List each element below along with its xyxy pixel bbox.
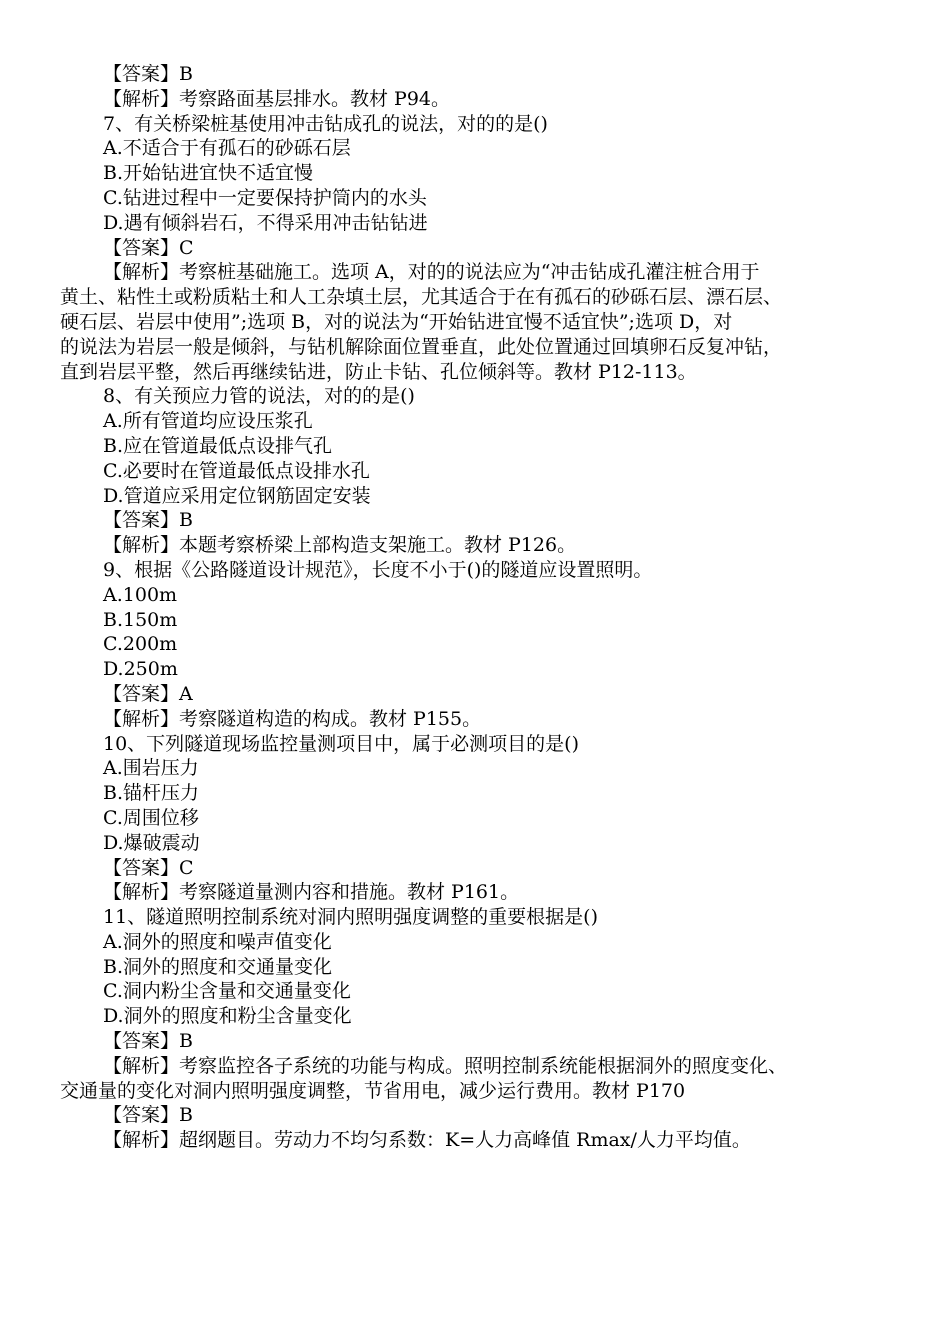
text-line: 黄土、粘性土或粉质粘土和人工杂填土层，尤其适合于在有孤石的砂砾石层、漂石层、 bbox=[60, 286, 783, 309]
text-line: A.所有管道均应设压浆孔 bbox=[103, 410, 313, 433]
text-line: 11、隧道照明控制系统对洞内照明强度调整的重要根据是() bbox=[103, 906, 599, 929]
text-line: D.管道应采用定位钢筋固定安装 bbox=[103, 484, 371, 507]
text-line: 【解析】考察桩基础施工。选项 A，对的的说法应为“冲击钻成孔灌注桩合用于 bbox=[103, 261, 760, 284]
text-line: A.100m bbox=[103, 583, 178, 606]
text-line: B.锚杆压力 bbox=[103, 782, 200, 805]
text-line: 的说法为岩层一般是倾斜，与钻机解除面位置垂直，此处位置通过回填卵石反复冲钻， bbox=[60, 335, 783, 358]
text-line: B.洞外的照度和交通量变化 bbox=[103, 955, 333, 978]
text-line: B.开始钻进宜快不适宜慢 bbox=[103, 162, 314, 185]
text-line: 【解析】考察监控各子系统的功能与构成。照明控制系统能根据洞外的照度变化、 bbox=[103, 1054, 788, 1077]
text-line: C.必要时在管道最低点设排水孔 bbox=[103, 459, 370, 482]
text-line: A.洞外的照度和噪声值变化 bbox=[103, 930, 332, 953]
text-line: 8、有关预应力管的说法，对的的是() bbox=[103, 385, 415, 408]
text-line: B.应在管道最低点设排气孔 bbox=[103, 434, 333, 457]
text-line: 直到岩层平整，然后再继续钻进，防止卡钻、孔位倾斜等。教材 P12-113。 bbox=[60, 360, 697, 383]
text-line: 【解析】考察隧道构造的构成。教材 P155。 bbox=[103, 707, 482, 730]
text-line: A.不适合于有孤石的砂砾石层 bbox=[103, 137, 351, 160]
text-line: 【答案】A bbox=[103, 682, 193, 705]
text-line: C.200m bbox=[103, 633, 178, 656]
text-line: D.遇有倾斜岩石，不得采用冲击钻钻进 bbox=[103, 211, 428, 234]
text-line: 【答案】B bbox=[103, 509, 193, 532]
text-line: B.150m bbox=[103, 608, 178, 631]
text-line: 7、有关桥梁桩基使用冲击钻成孔的说法，对的的是() bbox=[103, 112, 548, 135]
text-line: D.250m bbox=[103, 658, 178, 681]
text-line: 【解析】本题考察桥梁上部构造支架施工。教材 P126。 bbox=[103, 534, 577, 557]
text-line: 【答案】B bbox=[103, 63, 193, 85]
text-line: 10、下列隧道现场监控量测项目中，属于必测项目的是() bbox=[103, 732, 580, 755]
text-line: 【答案】C bbox=[103, 236, 194, 259]
text-line: 9、根据《公路隧道设计规范》，长度不小于()的隧道应设置照明。 bbox=[103, 558, 653, 581]
text-line: D.爆破震动 bbox=[103, 831, 200, 854]
text-line: 交通量的变化对洞内照明强度调整，节省用电，减少运行费用。教材 P170 bbox=[60, 1079, 686, 1102]
text-line: 【解析】考察隧道量测内容和措施。教材 P161。 bbox=[103, 881, 520, 904]
text-line: 【答案】B bbox=[103, 1104, 193, 1127]
text-line: 硬石层、岩层中使用”;选项 B，对的说法为“开始钻进宜慢不适宜快”;选项 D，对 bbox=[60, 310, 733, 333]
text-line: C.周围位移 bbox=[103, 806, 199, 829]
text-line: 【答案】C bbox=[103, 856, 194, 879]
text-line: 【解析】超纲题目。劳动力不均匀系数：K=人力高峰值 Rmax/人力平均值。 bbox=[103, 1129, 751, 1152]
text-line: 【答案】B bbox=[103, 1030, 193, 1053]
text-line: D.洞外的照度和粉尘含量变化 bbox=[103, 1005, 352, 1028]
text-line: A.围岩压力 bbox=[103, 757, 199, 780]
text-line: C.洞内粉尘含量和交通量变化 bbox=[103, 980, 351, 1003]
document-page bbox=[0, 62, 950, 1153]
text-line: C.钻进过程中一定要保持护筒内的水头 bbox=[103, 186, 427, 209]
text-line: 【解析】考察路面基层排水。教材 P94。 bbox=[103, 87, 451, 110]
